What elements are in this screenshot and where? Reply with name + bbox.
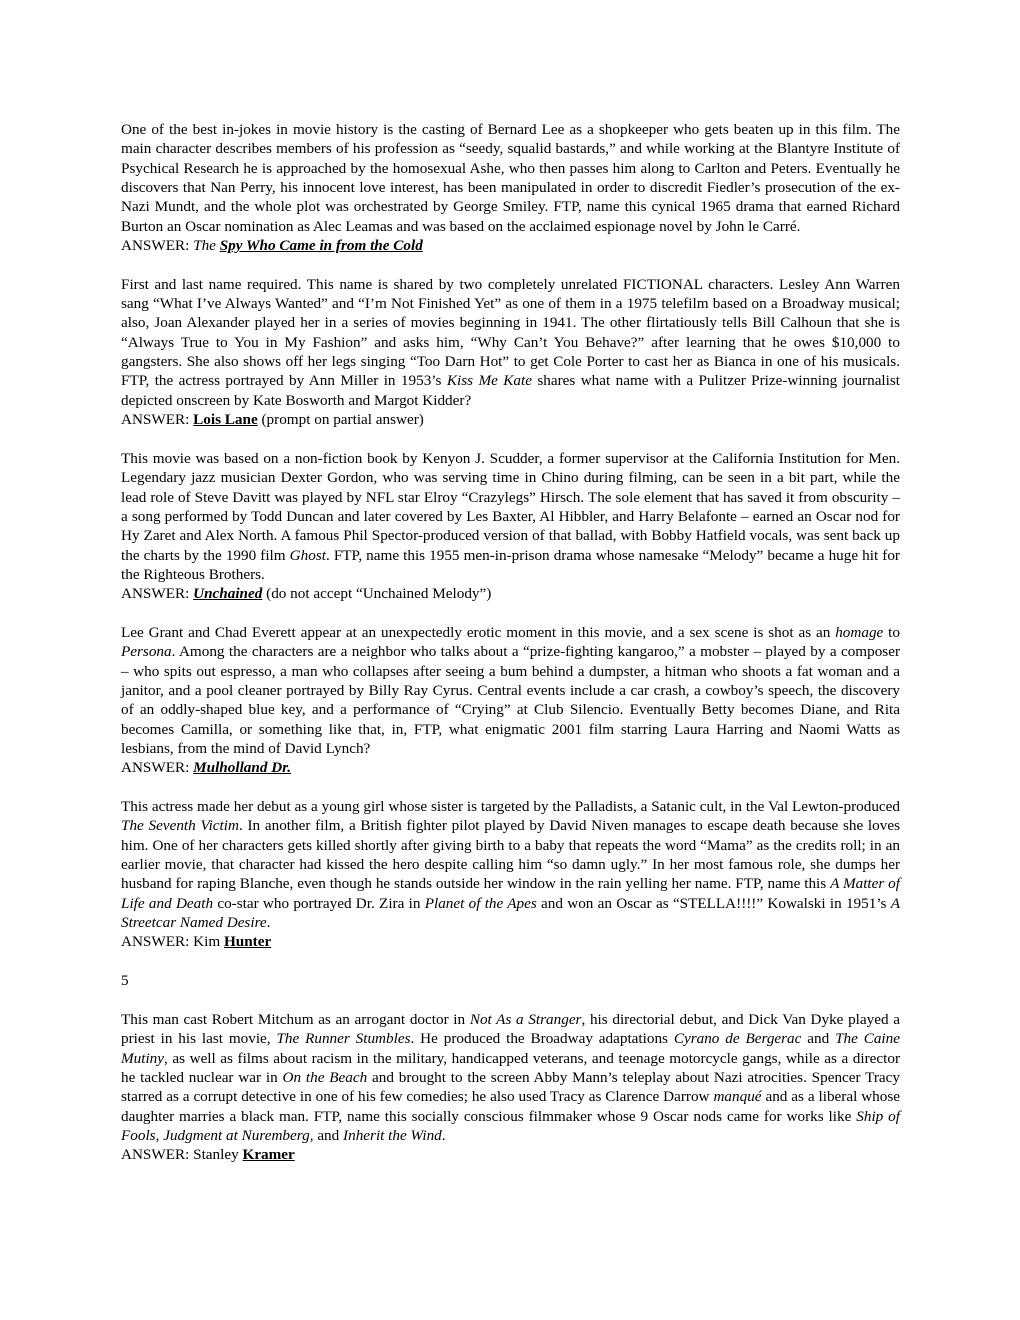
question-text-segment: and won an Oscar as “STELLA!!!!” Kowalski in 1951’s [536, 894, 891, 912]
question-text [121, 623, 900, 758]
document-page [121, 120, 900, 1184]
question-title-italic: The Seventh Victim [121, 817, 239, 835]
answer-note: (prompt on partial answer) [257, 411, 424, 429]
question-text-segment: , as well as films about racism in the military, handicapped veterans, and teenage motorcycle gangs, while as a director he tackled nuclear war in [121, 1049, 900, 1086]
question-text-segment: . [441, 1126, 446, 1144]
answer-line [121, 236, 900, 255]
question-text-segment: to [883, 623, 900, 641]
question-text-segment: . In another film, a British fighter pilot played by David Niven manages to escape death because she loves him. One of her characters gets killed shortly after giving birth to a baby that repeats the word “Mama” as the credits roll; in an earlier movie, that character had kissed the hero despite calling him “so damn ugly.” In her most famous role, she dumps her husband for raping Blanche, even though he stands outside her window in the rain yelling her name. FTP, name this [121, 817, 900, 893]
answer-text: The [193, 237, 220, 255]
answer-required-text: Hunter [223, 933, 272, 951]
question-title-italic: Persona [121, 643, 172, 661]
question-text-segment: Lee Grant and Chad Everett appear at an unexpectedly erotic moment in this movie, and a sex scene is shot as an [121, 623, 836, 641]
answer-required-text: Lois Lane [193, 411, 258, 429]
question-text-segment: , his directorial debut, and Dick Van Dyke played a priest in his last movie, [121, 1010, 900, 1048]
question-text-segment: This actress made her debut as a young girl whose sister is targeted by the Palladists, a Satanic cult, in the Val Lewton-produced [121, 798, 900, 816]
answer-note: (do not accept “Unchained Melody”) [262, 585, 492, 603]
question-text-segment: , [155, 1126, 164, 1144]
question-text-segment: . FTP, name this 1955 men-in-prison drama whose namesake “Melody” became a huge hit for the Righteous Brothers. [121, 546, 900, 583]
question-text [121, 449, 900, 584]
question-title-italic: manqué [713, 1088, 762, 1106]
question-text-segment: , and [309, 1126, 344, 1144]
question-title-italic: Judgment at Nuremberg [163, 1126, 310, 1144]
question-text-segment: One of the best in-jokes in movie history is the casting of Bernard Lee as a shopkeeper who gets beaten up in this film. The main character describes members of his profession as “seedy, squalid bastards,” and while working at the Blantyre Institute of Psychical Research he is approached by the homosexual Ashe, who then passes him along to Carlton and Peters. Eventually he discovers that Nan Perry, his innocent love interest, has been manipulated in order to discredit Fiedler’s prosecution of the ex-Nazi Mundt, and the whole plot was orchestrated by George Smiley. FTP, name this cynical 1965 drama that earned Richard Burton an Oscar nomination as Alec Leamas and was based on the acclaimed espionage novel by John le Carré. [121, 121, 900, 235]
question-text-segment: This man cast Robert Mitchum as an arrogant doctor in [121, 1010, 470, 1028]
question-text-segment: and [801, 1030, 836, 1048]
question-text-segment: co-star who portrayed Dr. Zira in [213, 894, 425, 912]
question-text-segment: . Among the characters are a neighbor who talks about a “prize-fighting kangaroo,” a mobster – played by a composer – who spits out espresso, a man who collapses after seeing a bum behind a dumpster, a hitman who shoots a fat woman and a janitor, and a pool cleaner portrayed by Billy Ray Cyrus. Central events include a car crash, a cowboy’s speech, the discovery of an oddly-shaped blue key, and a performance of “Crying” at Club Silencio. Eventually Betty becomes Diane, and Rita becomes Camilla, or something like that, in, FTP, what enigmatic 2001 film starring Laura Harring and Naomi Watts as lesbians, from the mind of David Lynch? [121, 643, 900, 757]
question-title-italic: On the Beach [282, 1068, 368, 1086]
question-text-segment: . [266, 914, 271, 932]
answer-text: Stanley [193, 1146, 243, 1164]
question-title-italic: The Caine Mutiny [121, 1030, 900, 1067]
question-title-italic: Ghost [289, 546, 326, 564]
answer-label: ANSWER: [121, 411, 194, 429]
answer-line [121, 758, 900, 777]
question-text-segment: This movie was based on a non-fiction book by Kenyon J. Scudder, a former supervisor at the California Institution for Men. Legendary jazz musician Dexter Gordon, who was serving time in Chino during filming, can be seen in a bit part, while the lead role of Steve Davitt was played by NFL star Elroy “Crazylegs” Hirsch. The sole element that has saved it from obscurity – a song performed by Todd Duncan and later covered by Les Baxter, Al Hibbler, and Harry Belafonte – earned an Oscar nod for Hy Zaret and Alex North. A famous Phil Spector-produced version of that ballad, with Bobby Hatfield vocals, was sent back up the charts by the 1990 film [121, 449, 900, 564]
answer-line [121, 932, 900, 951]
question-title-italic: Cyrano de Bergerac [673, 1030, 802, 1048]
answer-line [121, 584, 900, 603]
answer-required-text: Unchained [193, 585, 263, 603]
answer-label: ANSWER: [121, 933, 194, 951]
answer-text: Kim [193, 933, 224, 951]
tossup-2 [121, 275, 900, 430]
answer-line [121, 410, 900, 429]
tossup-3 [121, 449, 900, 604]
question-title-italic: homage [835, 623, 884, 641]
question-text-segment: and brought to the screen Abby Mann’s teleplay about Nazi atrocities. Spencer Tracy starred as a corrupt detective in one of his few comedies; he also used Tracy as Clarence Darrow [121, 1068, 900, 1106]
question-text-segment: First and last name required. This name is shared by two completely unrelated FICTIONAL characters. Lesley Ann Warren sang “What I’ve Always Wanted” and “I’m Not Finished Yet” as one of them in a 1975 telefilm based on a Broadway musical; also, Joan Alexander played her in a series of movies beginning in 1941. The other flirtatiously tells Bill Calhoun that she is “Always True to You in My Fashion” and asks him, “Why Can’t You Behave?” after learning that he owes $10,000 to gangsters. She also shows off her legs singing “Too Darn Hot” to get Cole Porter to cast her as Bianca in one of his musicals. FTP, the actress portrayed by Ann Miller in 1953’s [121, 275, 900, 390]
question-title-italic: A Matter of Life and Death [121, 875, 900, 912]
question-text [121, 120, 900, 236]
answer-required-text: Mulholland Dr. [193, 759, 292, 777]
tossup-5 [121, 797, 900, 952]
question-text [121, 1010, 900, 1145]
question-text-segment: . He produced the Broadway adaptations [410, 1030, 674, 1048]
tossup-6 [121, 1010, 900, 1165]
question-title-italic: Planet of the Apes [424, 894, 537, 912]
answer-label: ANSWER: [121, 585, 194, 603]
question-title-italic: Kiss Me Kate [446, 372, 532, 390]
answer-label: ANSWER: [121, 759, 194, 777]
question-text [121, 275, 900, 410]
question-text-segment: and as a liberal whose daughter marries a black man. FTP, name this socially conscious filmmaker whose 9 Oscar nods came for works like [121, 1088, 901, 1125]
answer-label: ANSWER: [121, 237, 194, 255]
question-title-italic: A Streetcar Named Desire [121, 894, 900, 932]
question-title-italic: Not As a Stranger [469, 1010, 582, 1028]
answer-required-text: Spy Who Came in from the Cold [219, 237, 423, 255]
question-text [121, 797, 900, 932]
question-title-italic: Ship of Fools [121, 1107, 900, 1144]
question-title-italic: Inherit the Wind [343, 1126, 442, 1144]
tossup-4 [121, 623, 900, 778]
answer-line [121, 1145, 900, 1164]
tossup-1 [121, 120, 900, 255]
question-title-italic: The Runner Stumbles [276, 1030, 411, 1048]
page-number: 5 [121, 972, 129, 990]
answer-required-text: Kramer [242, 1146, 295, 1164]
answer-label: ANSWER: [121, 1146, 194, 1164]
question-text-segment: shares what name with a Pulitzer Prize-winning journalist depicted onscreen by Kate Bosworth and Margot Kidder? [121, 372, 900, 409]
